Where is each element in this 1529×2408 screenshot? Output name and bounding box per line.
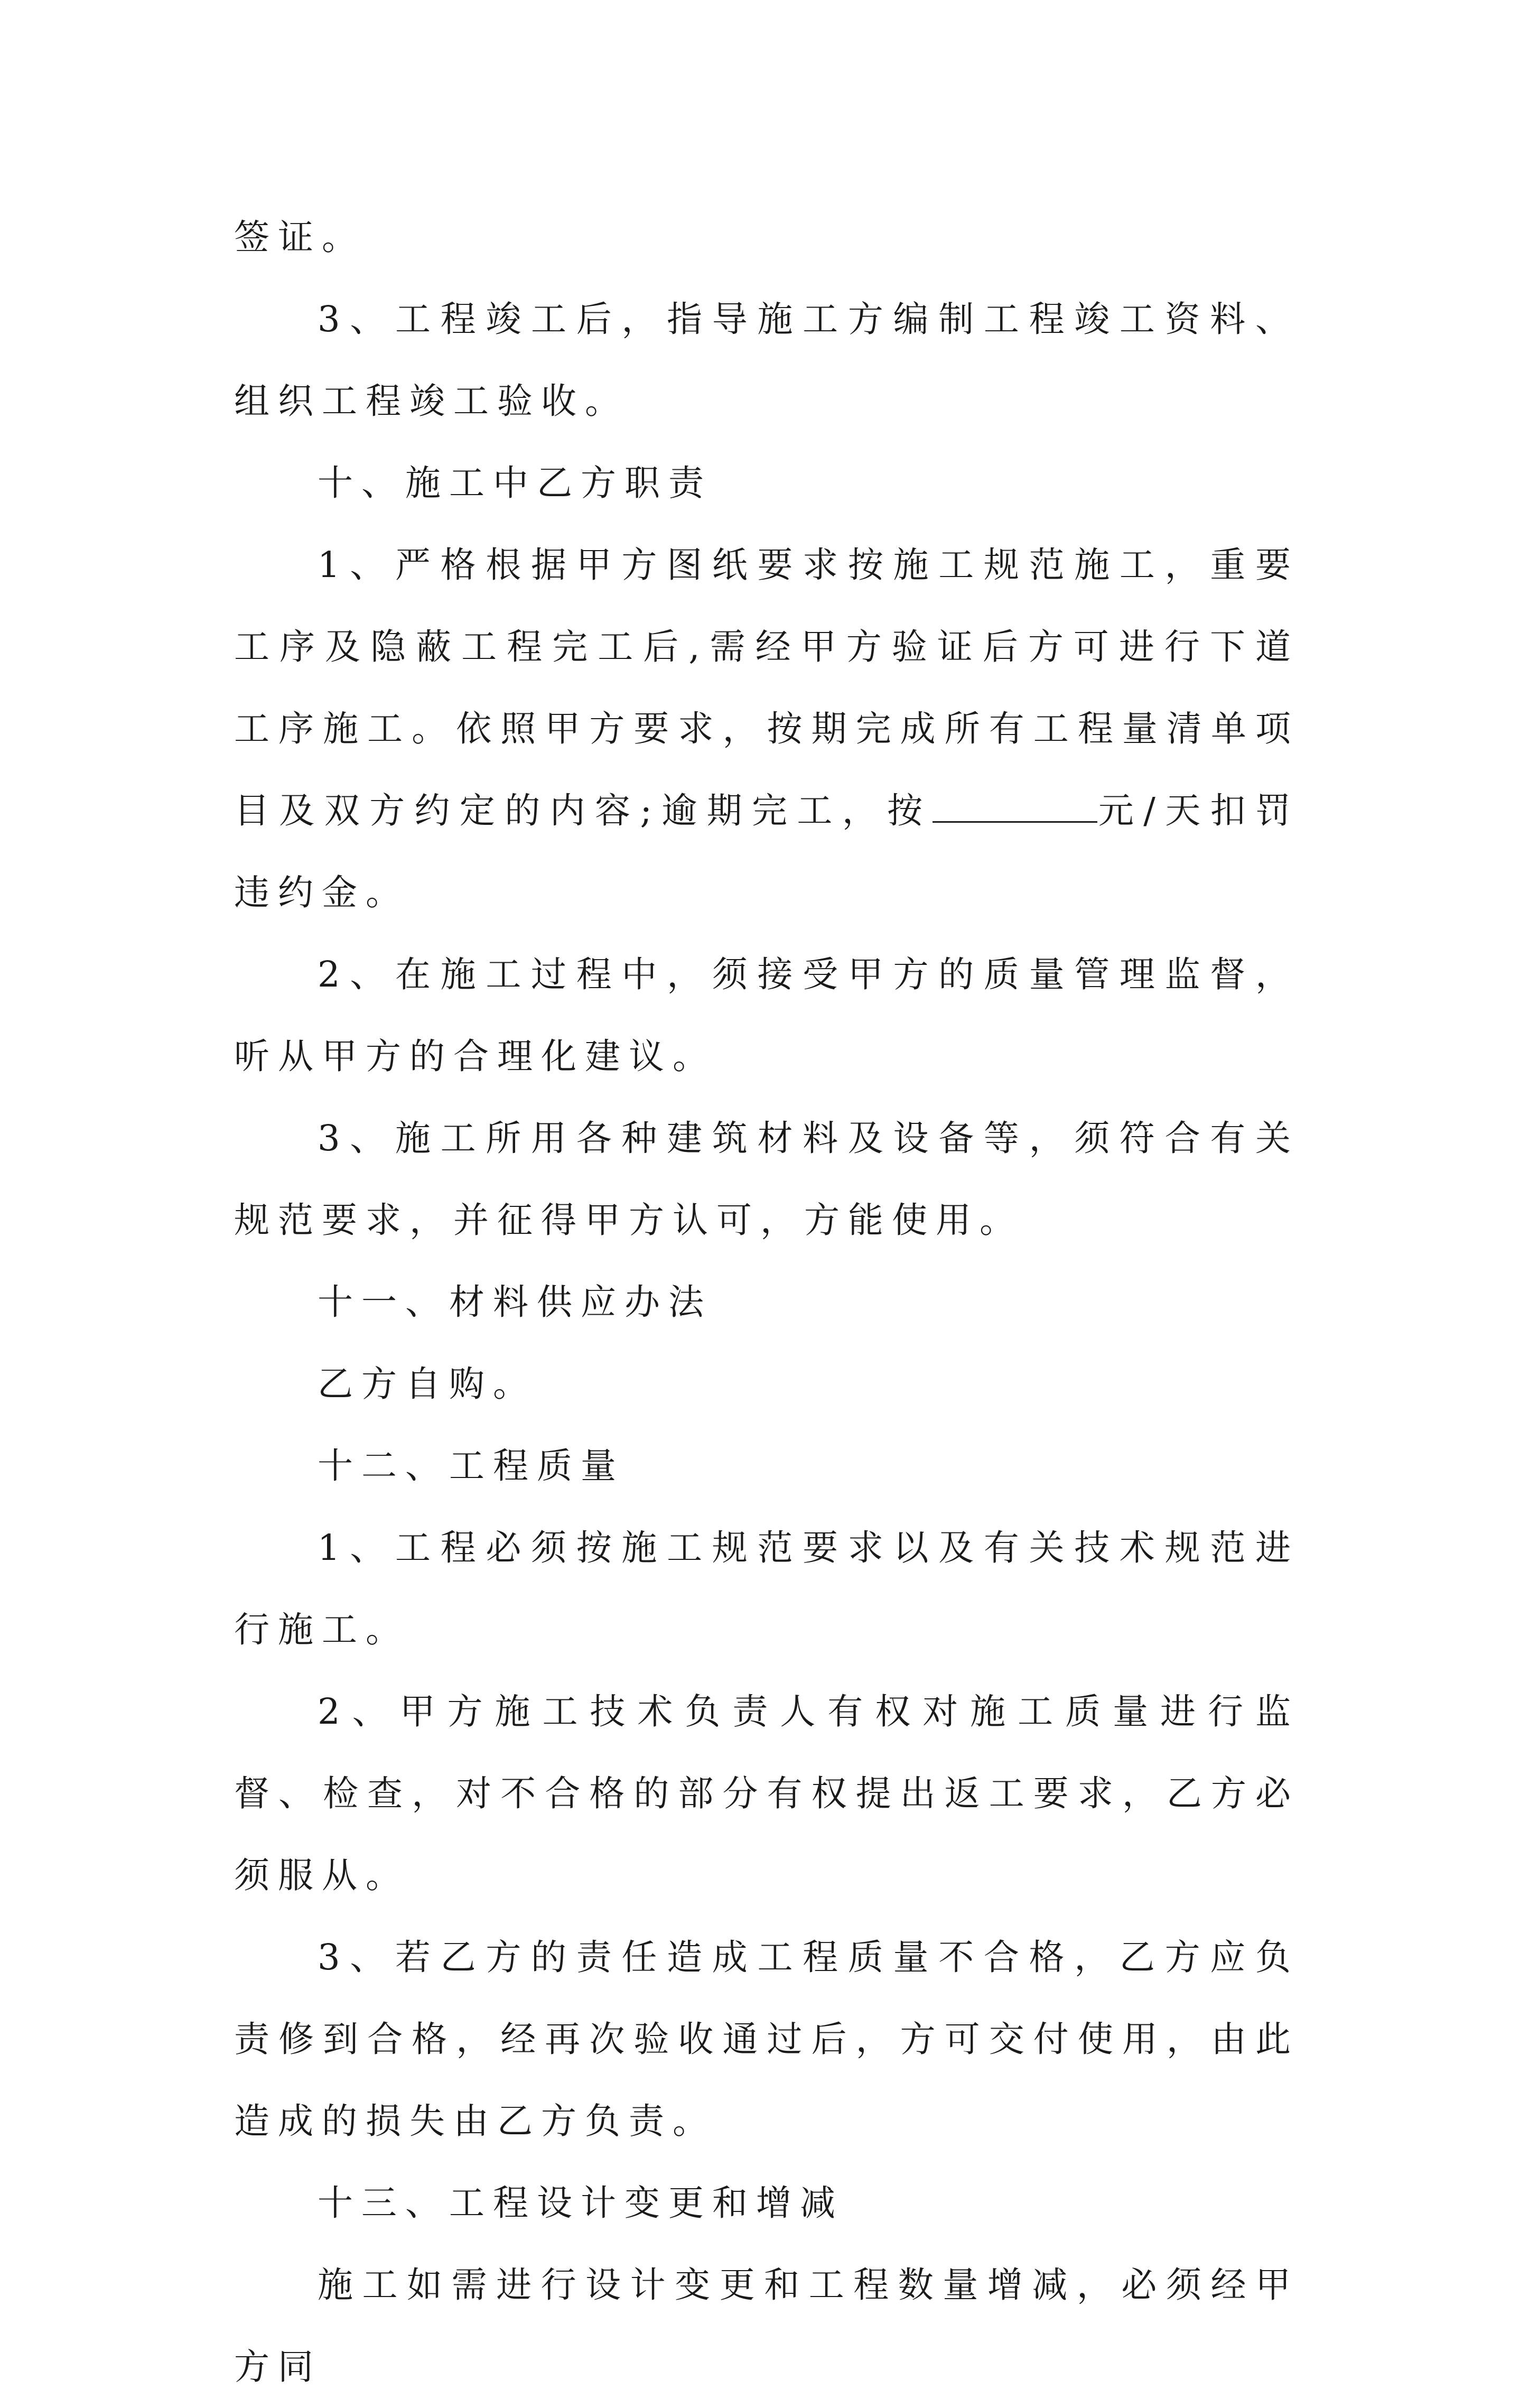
paragraph-quality-1: 1、工程必须按施工规范要求以及有关技术规范进行施工。 [234, 1527, 1299, 1650]
paragraph-design-change: 施工如需进行设计变更和工程数量增减，必须经甲方同 [234, 2264, 1299, 2387]
section-heading-11: 十一、材料供应办法 [318, 1281, 712, 1323]
paragraph-continuation: 签证。 [234, 217, 366, 258]
paragraph-item-2-supervision: 2、在施工过程中，须接受甲方的质量管理监督，听从甲方的合理化建议。 [234, 954, 1299, 1077]
paragraph-quality-3: 3、若乙方的责任造成工程质量不合格，乙方应负责修到合格，经再次验收通过后，方可交付使用，由此造成的损失由乙方负责。 [234, 1937, 1299, 2142]
paragraph-quality-2: 2、甲方施工技术负责人有权对施工质量进行监督、检查，对不合格的部分有权提出返工要求，乙方必须服从。 [234, 1691, 1299, 1896]
paragraph-item-3-materials: 3、施工所用各种建筑材料及设备等，须符合有关规范要求，并征得甲方认可，方能使用。 [234, 1118, 1299, 1241]
paragraph-supply-method: 乙方自购。 [318, 1363, 537, 1405]
paragraph-text: 1、严格根据甲方图纸要求按施工规范施工，重要工序及隐蔽工程完工后,需经甲方验证后方可进行下道工序施工。依照甲方要求，按期完成所有工程量清单项目及双方约定的内容;逾期完工，按 [234, 544, 1299, 831]
paragraph-item-1-construction [234, 524, 1299, 934]
section-heading-13: 十三、工程设计变更和增减 [318, 2182, 844, 2224]
document-body [234, 197, 1299, 2408]
section-heading-12: 十二、工程质量 [318, 1445, 624, 1486]
fill-in-blank [933, 789, 1097, 823]
paragraph-text-continued: 元/天扣罚违约金。 [234, 790, 1300, 913]
section-heading-10: 十、施工中乙方职责 [318, 462, 712, 504]
paragraph-item-3-acceptance: 3、工程竣工后，指导施工方编制工程竣工资料、组织工程竣工验收。 [234, 299, 1299, 422]
